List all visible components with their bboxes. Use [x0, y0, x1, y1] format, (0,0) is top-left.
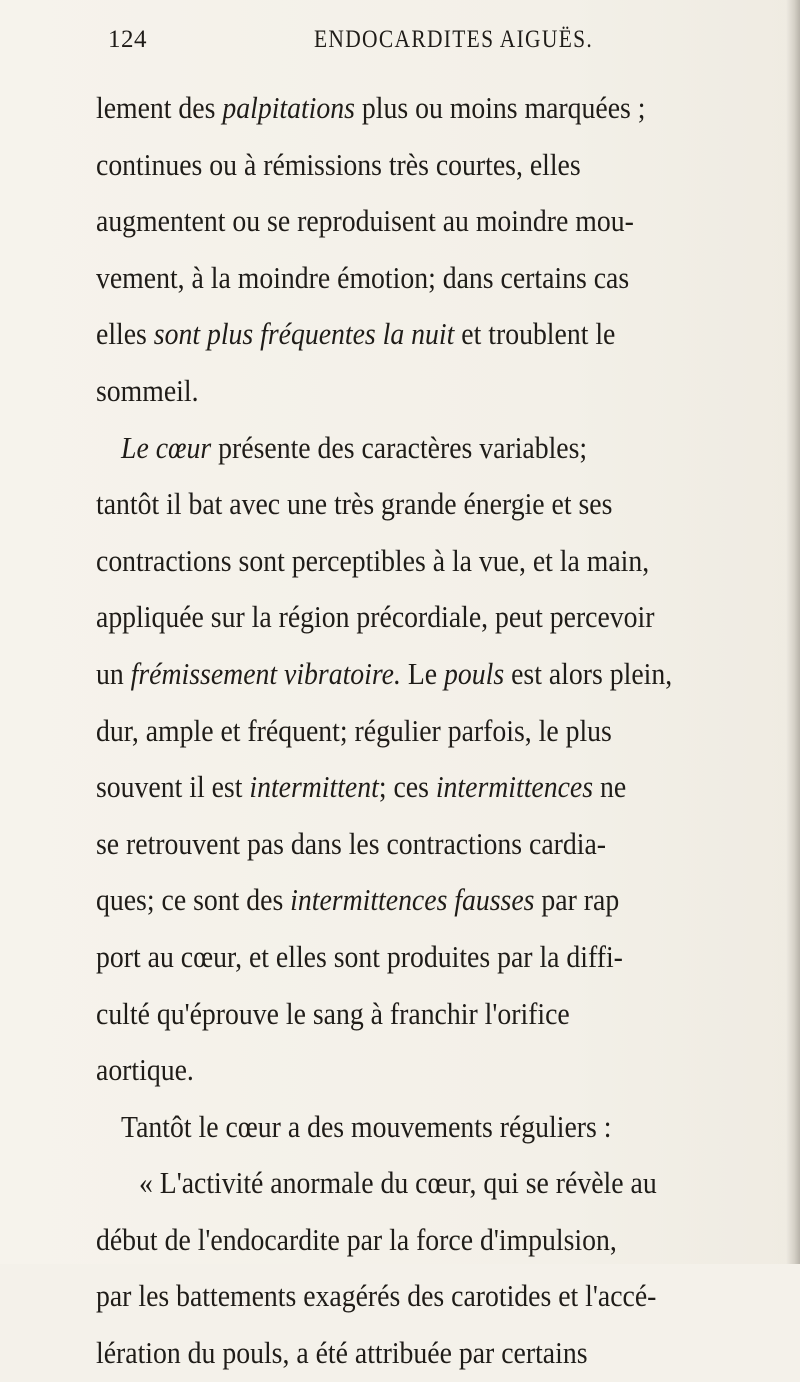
text-run: Le — [400, 655, 445, 691]
text-run: début de l'endocardite par la force d'impulsion, — [96, 1221, 617, 1257]
text-run: aortique. — [96, 1052, 194, 1088]
text-line — [96, 872, 714, 929]
text-line — [96, 533, 714, 590]
body-text — [96, 80, 786, 1382]
italic-text: palpitations — [222, 90, 355, 125]
text-run: se retrouvent pas dans les contractions cardia- — [96, 825, 607, 861]
italic-text: frémissement vibratoire. — [130, 655, 401, 691]
page-edge-shadow — [786, 0, 800, 1264]
text-run: plus ou moins marquées ; — [354, 90, 646, 125]
text-run: par rap — [534, 882, 620, 918]
text-line — [96, 1099, 714, 1156]
text-line — [96, 363, 714, 420]
text-run: tantôt il bat avec une très grande énergie et ses — [96, 486, 613, 522]
text-run: ne — [593, 769, 627, 805]
text-line — [96, 703, 714, 760]
italic-text: Le cœur — [121, 429, 212, 465]
text-run: port au cœur, et elles sont produites par la diffi- — [96, 938, 623, 974]
text-line — [96, 420, 714, 477]
text-run: appliquée sur la région précordiale, peut percevoir — [96, 599, 655, 635]
italic-text: pouls — [444, 655, 505, 691]
text-run: par les battements exagérés des carotides et l'accé- — [96, 1278, 657, 1314]
text-run: continues ou à rémissions très courtes, elles — [96, 146, 581, 182]
text-run: augmentent ou se reproduisent au moindre mou- — [96, 203, 634, 239]
text-run: souvent il est — [96, 769, 250, 805]
text-run: elles — [96, 316, 154, 352]
italic-text: sont plus fréquentes la nuit — [153, 316, 455, 352]
text-line — [96, 1325, 714, 1382]
text-run: contractions sont perceptibles à la vue, et la main, — [96, 542, 650, 578]
text-line — [96, 137, 714, 194]
italic-text: intermittences fausses — [290, 882, 535, 918]
page-number: 124 — [108, 26, 147, 53]
text-run: « L'activité anormale du cœur, qui se révèle au — [138, 1165, 657, 1201]
italic-text: intermittences — [435, 769, 594, 805]
text-run: ques; ce sont des — [96, 882, 291, 918]
text-run: sommeil. — [96, 372, 199, 408]
text-run: est alors plein, — [504, 655, 673, 691]
text-run: lement des — [96, 90, 223, 125]
text-line — [96, 816, 714, 873]
text-line — [96, 589, 714, 646]
text-run: et troublent le — [454, 316, 616, 352]
text-run: un — [96, 655, 131, 691]
text-line — [96, 250, 714, 307]
text-line — [96, 759, 714, 816]
text-line — [96, 929, 714, 986]
text-line — [96, 193, 714, 250]
text-line — [96, 1042, 714, 1099]
text-line — [96, 1155, 714, 1212]
text-run: ; ces — [378, 769, 436, 805]
text-run: dur, ample et fréquent; régulier parfois, le plus — [96, 712, 612, 748]
page-header — [108, 14, 768, 70]
text-line — [96, 1268, 714, 1325]
text-line — [96, 1212, 714, 1269]
text-run: vement, à la moindre émotion; dans certains cas — [96, 259, 630, 295]
text-line — [96, 476, 714, 533]
text-run: lération du pouls, a été attribuée par certains — [96, 1335, 588, 1371]
text-line — [96, 80, 714, 137]
text-line — [96, 986, 714, 1043]
italic-text: intermittent — [249, 769, 379, 805]
text-line — [96, 306, 714, 363]
text-run: culté qu'éprouve le sang à franchir l'orifice — [96, 995, 570, 1031]
text-line — [96, 646, 714, 703]
running-title: ENDOCARDITES AIGUËS. — [314, 26, 594, 53]
text-run: Tantôt le cœur a des mouvements réguliers : — [121, 1108, 612, 1144]
text-run: présente des caractères variables; — [211, 429, 588, 465]
